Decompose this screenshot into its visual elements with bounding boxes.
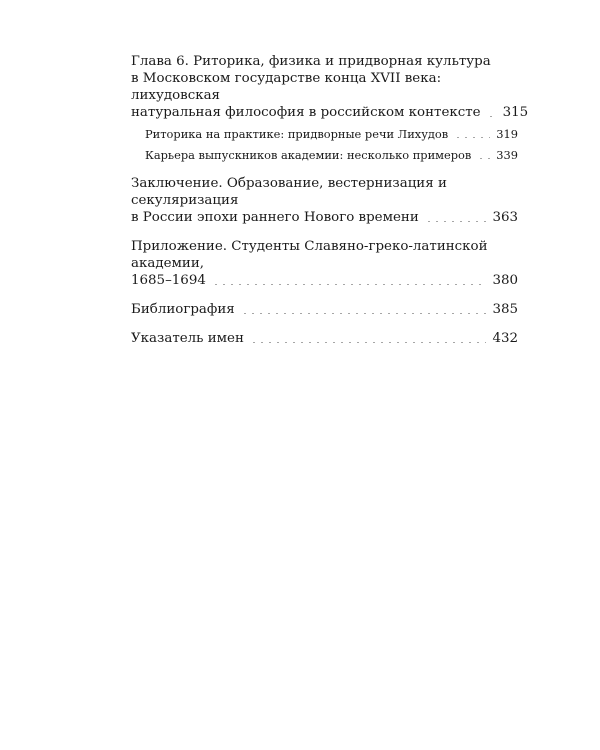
toc-page-number: 363 [492,210,518,225]
toc-entry-bibliography[interactable] [131,301,518,318]
toc-entry-name-index[interactable] [131,330,518,347]
toc-entry-title-line: Приложение. Студенты Славяно-греко-латинской академии, [131,239,488,271]
toc-subentry-graduates-careers[interactable] [145,147,518,163]
toc-entry-title-line: натуральная философия в российском контексте [131,105,481,120]
toc-entry-title-line: Указатель имен [131,331,244,346]
toc-subentry-rhetoric-practice[interactable] [145,126,518,142]
toc-entry-title-line: 1685–1694 [131,273,206,288]
toc-entry-title-line: Риторика на практике: придворные речи Лихудов [145,127,449,141]
toc-entry-appendix[interactable] [131,238,518,289]
dot-leader [250,342,487,343]
toc-page-number: 315 [502,105,529,120]
dot-leader [454,137,490,138]
toc-page-number: 319 [496,127,518,141]
toc-entry-title-line: Глава 6. Риторика, физика и придворная культура [131,54,491,69]
dot-leader [425,221,487,222]
toc-entry-title-line: в Московском государстве конца XVII века: лихудовская [131,71,442,103]
table-of-contents [131,53,529,347]
toc-entry-conclusion[interactable] [131,175,518,226]
toc-page-number: 339 [496,148,518,162]
dot-leader [477,158,490,159]
toc-entry-chapter-6[interactable] [131,53,529,121]
toc-page-number: 385 [492,302,518,317]
toc-entry-title-line: Карьера выпускников академии: несколько примеров [145,148,472,162]
toc-entry-title-line: Библиография [131,302,235,317]
toc-entry-title-line: Заключение. Образование, вестернизация и секуляризация [131,176,447,208]
toc-entry-title-line: в России эпохи раннего Нового времени [131,210,419,225]
toc-page-number: 380 [492,273,518,288]
dot-leader [212,284,487,285]
toc-page-number: 432 [492,331,518,346]
dot-leader [487,116,497,117]
dot-leader [241,313,487,314]
